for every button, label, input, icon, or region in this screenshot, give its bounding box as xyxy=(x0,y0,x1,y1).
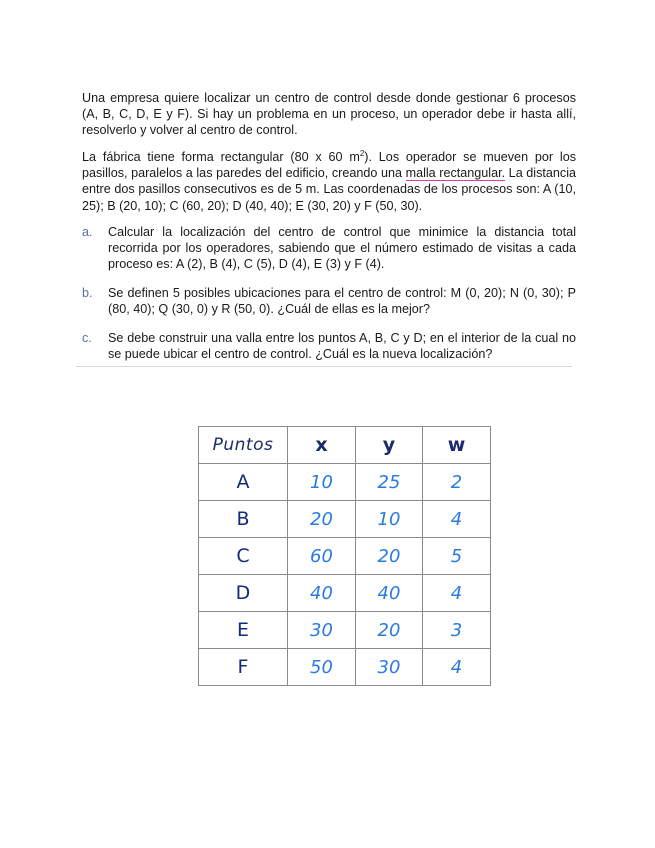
table-row xyxy=(199,649,491,686)
question-b-text: Se definen 5 posibles ubicaciones para el centro de control: M (0, 20); N (0, 30); P (80, 40); Q (30, 0) y R (50, 0). ¿Cuál de ellas es la mejor? xyxy=(108,286,576,317)
intro-paragraph: Una empresa quiere localizar un centro de control desde donde gestionar 6 procesos (A, B, C, D, E y F). Si hay un problema en un proceso, un operador debe ir hasta allí, resolverlo y volver al centro de control. xyxy=(82,91,576,138)
table-row xyxy=(199,464,491,501)
x-value: 50 xyxy=(288,649,356,686)
x-value: 10 xyxy=(288,464,356,501)
y-value: 20 xyxy=(356,538,423,575)
w-value: 2 xyxy=(423,464,491,501)
header-cell: x xyxy=(288,427,356,464)
x-value: 40 xyxy=(288,575,356,612)
superscript-2: 2 xyxy=(359,148,365,158)
question-c-letter: c. xyxy=(82,331,92,345)
point-label: D xyxy=(199,575,288,612)
question-c-text: Se debe construir una valla entre los puntos A, B, C y D; en el interior de la cual no se puede ubicar el centro de control. ¿Cuál es la nueva localización? xyxy=(108,331,576,362)
point-label: B xyxy=(199,501,288,538)
x-value: 60 xyxy=(288,538,356,575)
x-value: 30 xyxy=(288,612,356,649)
y-value: 10 xyxy=(356,501,423,538)
point-label: F xyxy=(199,649,288,686)
w-value: 4 xyxy=(423,501,491,538)
question-b-letter: b. xyxy=(82,286,93,300)
table-row xyxy=(199,501,491,538)
header-cell: y xyxy=(356,427,423,464)
table-row xyxy=(199,612,491,649)
question-a-text: Calcular la localización del centro de control que minimice la distancia total recorrida por los operadores, sabiendo que el número estimado de visitas a cada proceso es: A (2), B (4), C (5), D (4), E (3) y F (4). xyxy=(108,225,576,272)
question-a-letter: a. xyxy=(82,225,93,239)
table-row xyxy=(199,538,491,575)
w-value: 5 xyxy=(423,538,491,575)
factory-paragraph xyxy=(82,149,576,214)
header-cell: Puntos xyxy=(199,427,288,464)
point-label: A xyxy=(199,464,288,501)
y-value: 20 xyxy=(356,612,423,649)
header-cell: w xyxy=(423,427,491,464)
point-label: E xyxy=(199,612,288,649)
factory-text-2: ). Los operador se mueven por los pasillos, paralelos a las paredes del edificio, creando una xyxy=(82,150,577,181)
x-value: 20 xyxy=(288,501,356,538)
w-value: 4 xyxy=(423,649,491,686)
factory-text-1: La fábrica tiene forma rectangular (80 x 60 m xyxy=(82,150,360,164)
y-value: 25 xyxy=(356,464,423,501)
factory-text-3: La distancia entre dos pasillos consecutivos es de 5 m. Las coordenadas de los procesos son: A (10, 25); B (20, 10); C (60, 20); D (40, 40); E (30, 20) y F (50, 30). xyxy=(82,166,576,213)
handwritten-table xyxy=(198,426,491,686)
w-value: 3 xyxy=(423,612,491,649)
divider-line xyxy=(76,366,572,367)
point-label: C xyxy=(199,538,288,575)
y-value: 30 xyxy=(356,649,423,686)
table-row xyxy=(199,575,491,612)
table-header-row xyxy=(199,427,491,464)
y-value: 40 xyxy=(356,575,423,612)
highlighted-phrase: malla rectangular. xyxy=(405,166,506,181)
w-value: 4 xyxy=(423,575,491,612)
